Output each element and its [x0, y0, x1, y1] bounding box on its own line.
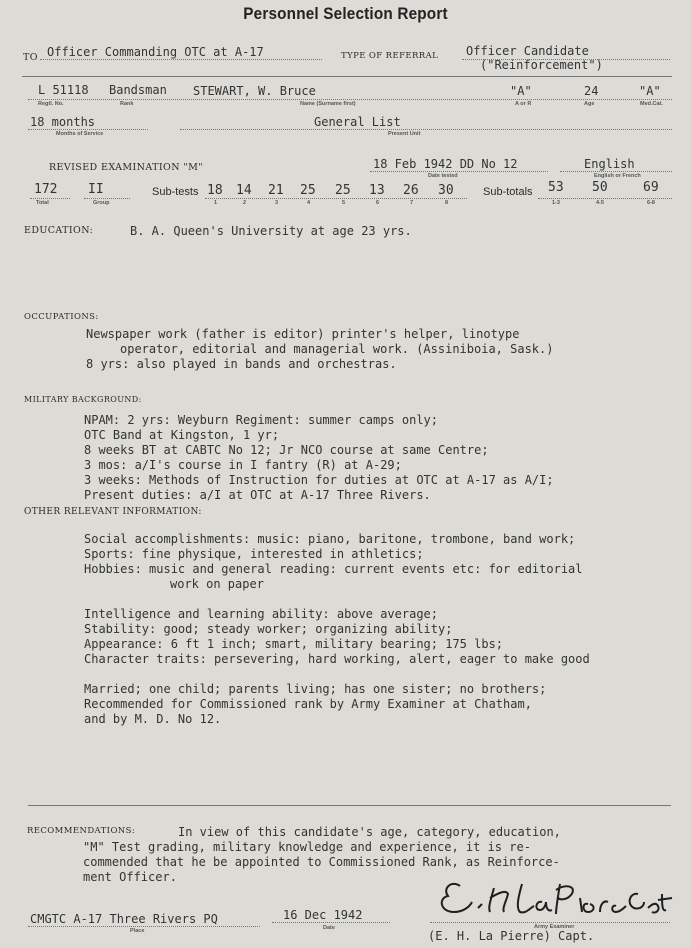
age-caption: Age: [584, 101, 595, 107]
a-or-r-caption: A or R: [515, 101, 532, 107]
subtests-label: Sub-tests: [152, 186, 199, 198]
exam-language: English: [584, 157, 635, 171]
subtest-number: 8: [445, 200, 449, 206]
subtotal-score: 50: [592, 180, 608, 195]
subtest-number: 4: [307, 200, 311, 206]
subtest-score: 30: [438, 183, 454, 198]
exam-group: II: [88, 182, 104, 197]
referral-value-1: Officer Candidate: [466, 44, 589, 58]
occupations-label: OCCUPATIONS:: [24, 312, 99, 322]
subtotal-score: 53: [548, 180, 564, 195]
regt-number: L 51118: [38, 83, 89, 97]
name-caption: Name (Surname first): [300, 101, 356, 107]
subtest-number: 6: [376, 200, 380, 206]
military-line: NPAM: 2 yrs: Weyburn Regiment: summer camps only;: [84, 413, 439, 427]
subtest-number: 2: [243, 200, 247, 206]
military-line: OTC Band at Kingston, 1 yr;: [84, 428, 280, 442]
examiner-signature: [430, 868, 680, 928]
candidate-name: STEWART, W. Bruce: [193, 84, 316, 98]
recommendations-label: RECOMMENDATIONS:: [27, 826, 136, 836]
recommendation-line: commended that he be appointed to Commissioned Rank, as Reinforce-: [83, 855, 560, 869]
other-info-text: [84, 532, 590, 727]
date-caption-footer: Date: [323, 925, 335, 931]
subtest-score: 21: [268, 183, 284, 198]
other-line: Recommended for Commissioned rank by Army Examiner at Chatham,: [84, 697, 532, 711]
subtest-number: 1: [214, 200, 218, 206]
report-title: Personnel Selection Report: [243, 4, 448, 23]
med-cat-caption: Med.Cat.: [640, 101, 663, 107]
recommendation-line: "M" Test grading, military knowledge and experience, it is re-: [83, 840, 531, 854]
group-caption: Group: [93, 200, 110, 206]
military-label: MILITARY BACKGROUND:: [24, 395, 142, 404]
date-tested: 18 Feb 1942 DD No 12: [373, 157, 518, 171]
other-line: and by M. D. No 12.: [84, 712, 222, 726]
referral-value-2: ("Reinforcement"): [480, 58, 603, 72]
regt-no-caption: Regtl. No.: [38, 101, 64, 107]
language-caption: English or French: [594, 173, 641, 179]
subtest-score: 25: [335, 183, 351, 198]
other-line: work on paper: [170, 577, 264, 591]
examiner-name: (E. H. La Pierre) Capt.: [428, 929, 595, 943]
recommendation-line: ment Officer.: [83, 870, 177, 884]
other-line: Married; one child; parents living; has one sister; no brothers;: [84, 682, 547, 696]
total-caption: Total: [36, 200, 49, 206]
education-text: B. A. Queen's University at age 23 yrs.: [130, 224, 412, 238]
present-unit: General List: [314, 115, 401, 129]
months-of-service: 18 months: [30, 115, 96, 129]
subtest-number: 5: [342, 200, 346, 206]
referral-label: TYPE OF REFERRAL: [341, 51, 439, 61]
occupations-text: [86, 327, 553, 372]
other-line: Character traits: persevering, hard working, alert, eager to make good: [84, 652, 590, 666]
recommendation-line: In view of this candidate's age, category, education,: [178, 825, 561, 839]
subtotal-caption: 1-3: [552, 200, 560, 206]
subtotal-caption: 4-5: [596, 200, 604, 206]
other-line: Intelligence and learning ability: above average;: [84, 607, 439, 621]
other-line: Appearance: 6 ft 1 inch; smart, military bearing; 175 lbs;: [84, 637, 504, 651]
subtotal-score: 69: [643, 180, 659, 195]
subtest-score: 18: [207, 183, 223, 198]
rank-caption: Rank: [120, 101, 134, 107]
military-line: 3 weeks: Methods of Instruction for duties at OTC at A-17 as A/I;: [84, 473, 554, 487]
exam-label: REVISED EXAMINATION "M": [49, 162, 204, 173]
subtest-score: 26: [403, 183, 419, 198]
footer-date: 16 Dec 1942: [283, 908, 363, 922]
military-text: [84, 413, 554, 503]
subtest-number: 7: [410, 200, 414, 206]
subtest-score: 25: [300, 183, 316, 198]
occupation-line: 8 yrs: also played in bands and orchestras.: [86, 357, 397, 371]
to-value: Officer Commanding OTC at A-17: [47, 45, 264, 59]
date-caption: Date tested: [428, 173, 458, 179]
other-line: [84, 592, 590, 607]
other-info-label: OTHER RELEVANT INFORMATION:: [24, 507, 202, 517]
service-caption: Months of Service: [56, 131, 104, 137]
other-line: [84, 667, 590, 682]
subtest-number: 3: [275, 200, 279, 206]
military-line: 3 mos: a/I's course in I fantry (R) at A-29;: [84, 458, 402, 472]
other-line: Hobbies: music and general reading: current events etc: for editorial: [84, 562, 583, 576]
place-caption: Place: [130, 928, 145, 934]
rank: Bandsman: [109, 83, 167, 97]
a-or-r-value: "A": [510, 84, 532, 98]
unit-caption: Present Unit: [388, 131, 421, 137]
examiner-caption: Army Examiner: [534, 924, 575, 930]
military-line: Present duties: a/I at OTC at A-17 Three Rivers.: [84, 488, 431, 502]
occupation-line: Newspaper work (father is editor) printer's helper, linotype: [86, 327, 520, 341]
subtotals-label: Sub-totals: [483, 186, 533, 198]
med-cat-value: "A": [639, 84, 661, 98]
age-value: 24: [584, 84, 599, 98]
military-line: 8 weeks BT at CABTC No 12; Jr NCO course at same Centre;: [84, 443, 489, 457]
subtest-score: 13: [369, 183, 385, 198]
other-line: Social accomplishments: music: piano, baritone, trombone, band work;: [84, 532, 576, 546]
place-value: CMGTC A-17 Three Rivers PQ: [30, 912, 218, 926]
other-line: Sports: fine physique, interested in athletics;: [84, 547, 424, 561]
subtotal-caption: 6-8: [647, 200, 655, 206]
subtest-score: 14: [236, 183, 252, 198]
education-label: EDUCATION:: [24, 225, 94, 236]
other-line: Stability: good; steady worker; organizing ability;: [84, 622, 453, 636]
to-label: TO: [23, 52, 38, 63]
exam-total: 172: [34, 182, 58, 197]
occupation-line: operator, editorial and managerial work. (Assiniboia, Sask.): [120, 342, 554, 356]
